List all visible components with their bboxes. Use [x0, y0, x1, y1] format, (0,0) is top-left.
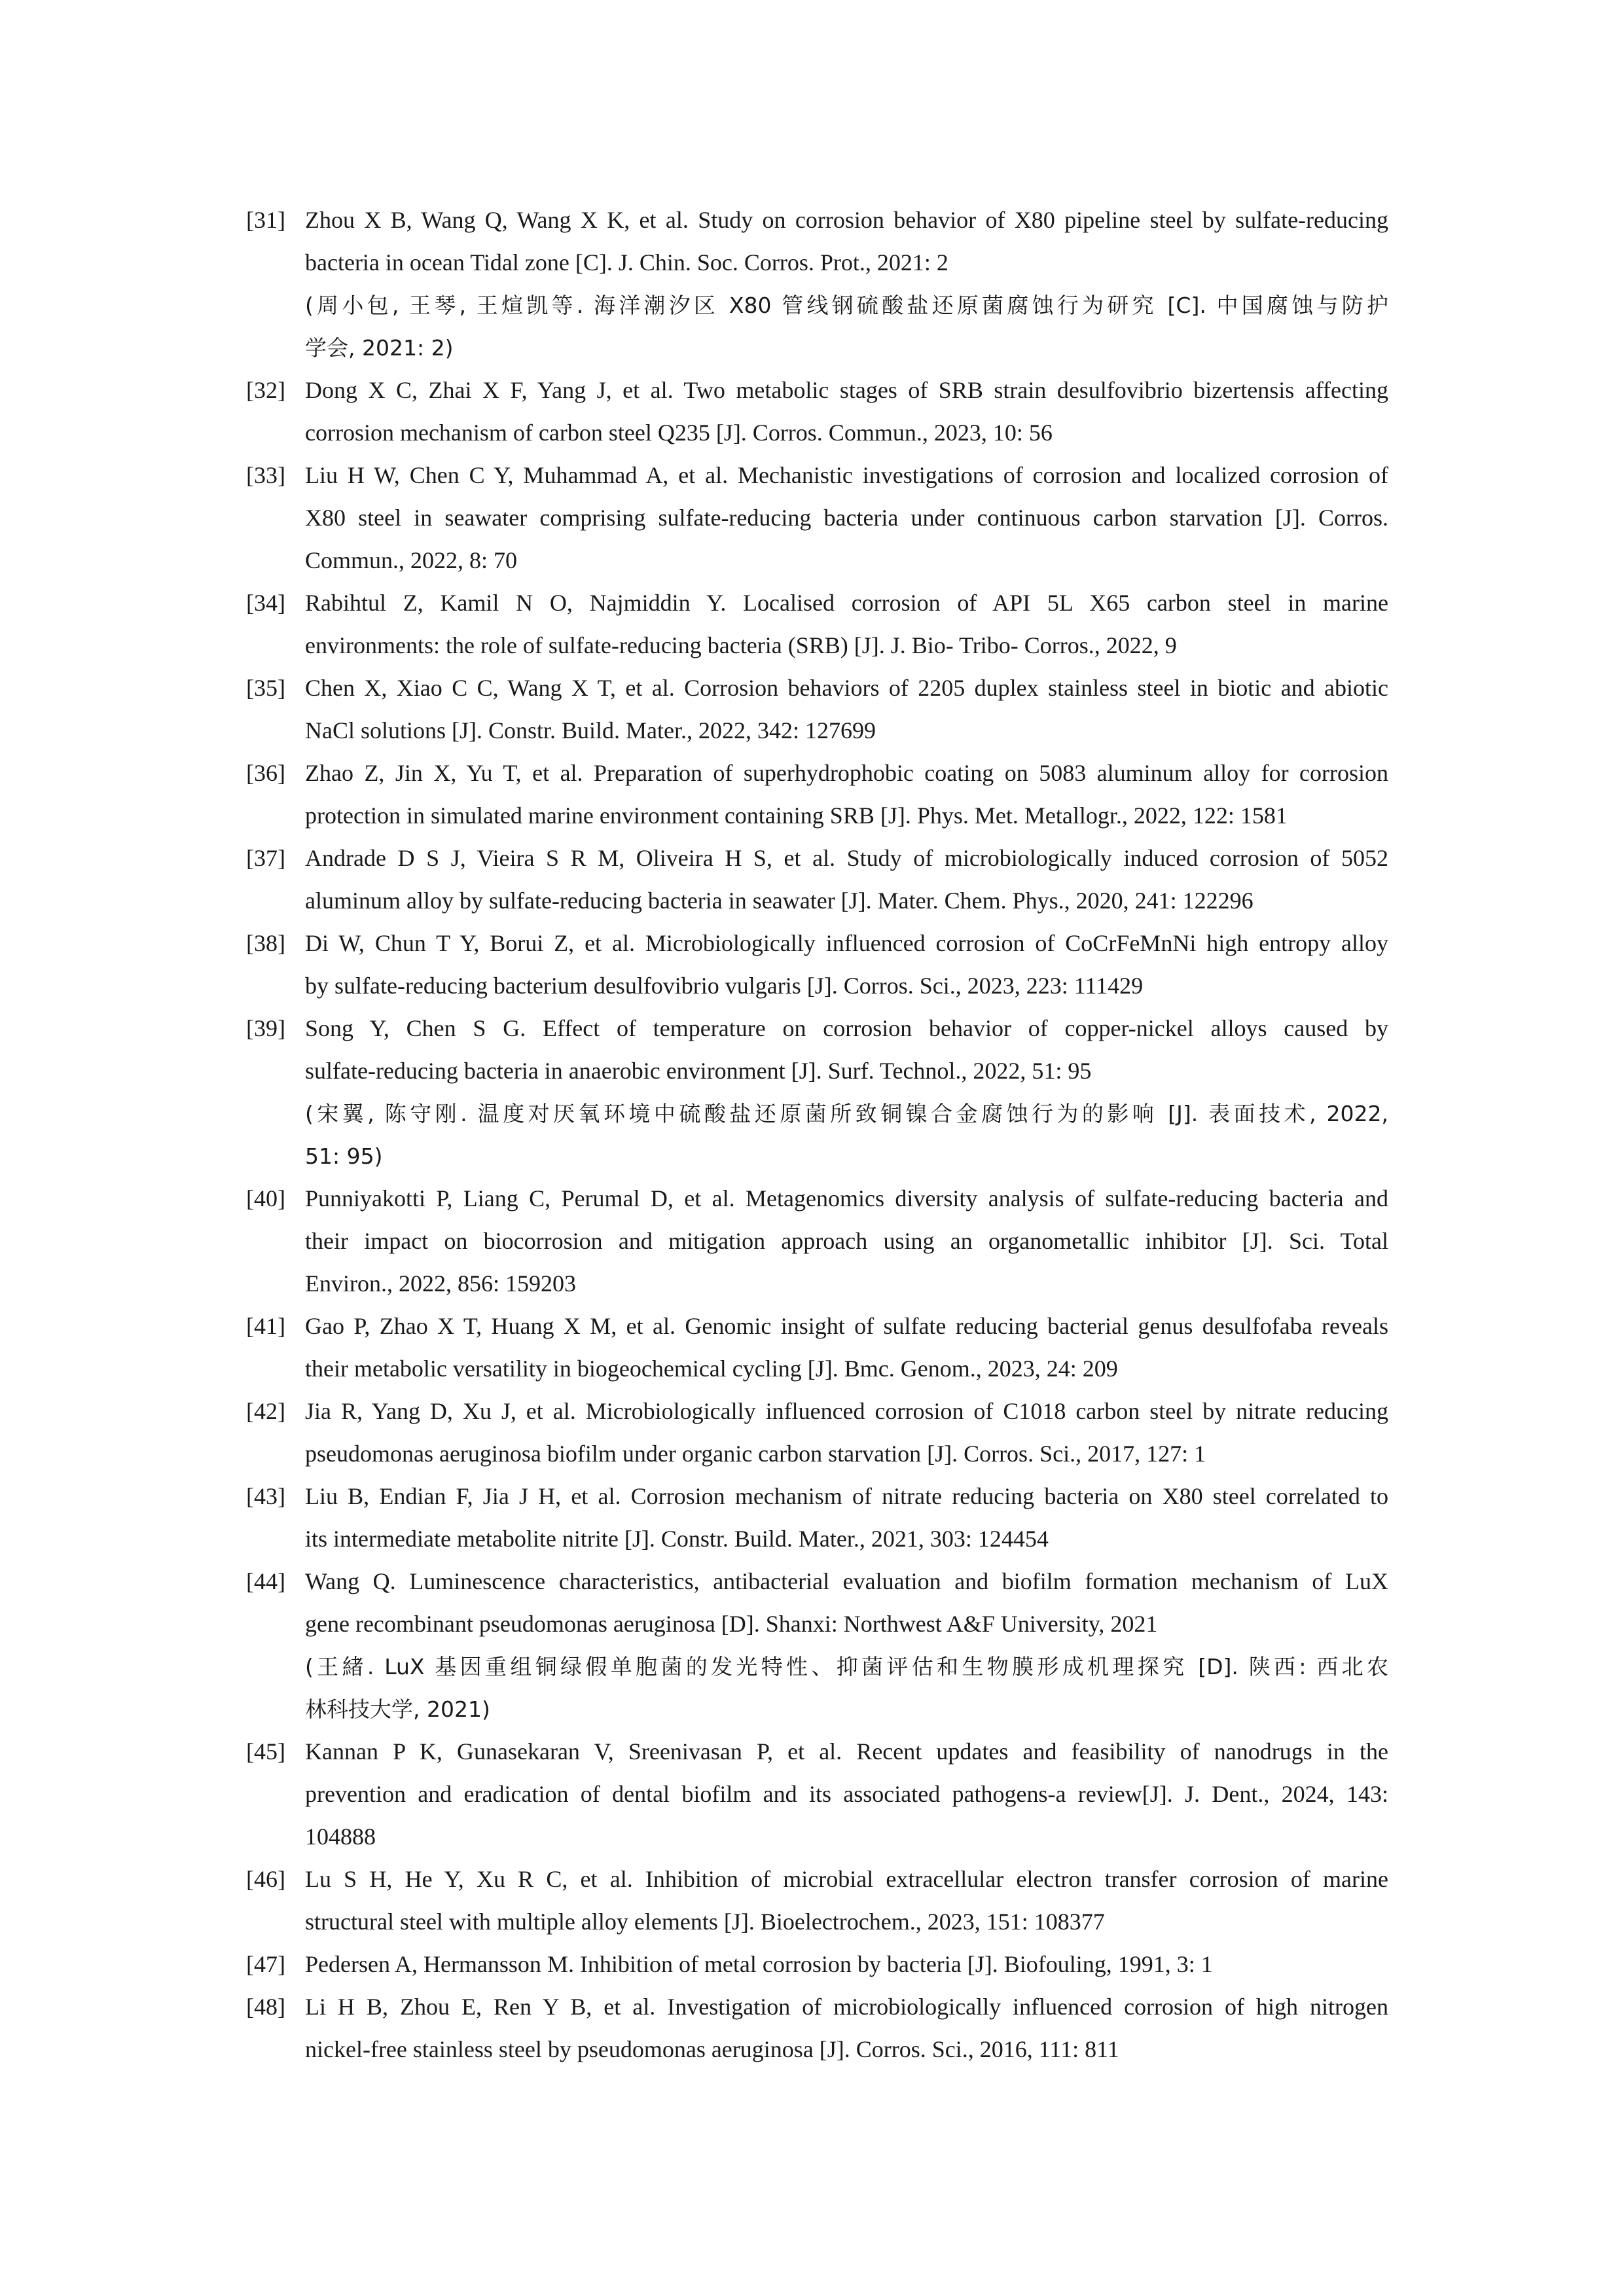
reference-item: [246, 1986, 1388, 2071]
reference-text-line: Liu H W, Chen C Y, Muhammad A, et al. Mechanistic investigations of corrosion and localized corrosion of: [305, 462, 1388, 488]
reference-text-line: Punniyakotti P, Liang C, Perumal D, et al. Metagenomics diversity analysis of sulfate-reducing bacteria and: [305, 1185, 1388, 1211]
reference-text-line: sulfate-reducing bacteria in anaerobic environment [J]. Surf. Technol., 2022, 51: 95: [305, 1058, 1092, 1084]
reference-item: [246, 667, 1388, 752]
reference-text-line: aluminum alloy by sulfate-reducing bacteria in seawater [J]. Mater. Chem. Phys., 2020, 241: 122296: [305, 888, 1254, 914]
reference-text-line: structural steel with multiple alloy elements [J]. Bioelectrochem., 2023, 151: 108377: [305, 1909, 1105, 1935]
reference-number: [46]: [246, 1866, 285, 1892]
reference-text-line: Dong X C, Zhai X F, Yang J, et al. Two metabolic stages of SRB strain desulfovibrio bizertensis affecting: [305, 377, 1388, 403]
reference-text-line: Song Y, Chen S G. Effect of temperature on corrosion behavior of copper-nickel alloys caused by: [305, 1015, 1388, 1041]
reference-number: [43]: [246, 1483, 285, 1509]
reference-number: [47]: [246, 1951, 285, 1977]
reference-text-line: Andrade D S J, Vieira S R M, Oliveira H S, et al. Study of microbiologically induced corrosion of 5052: [305, 845, 1388, 871]
reference-item: [246, 1390, 1388, 1475]
reference-number: [35]: [246, 675, 285, 701]
reference-text-line: Rabihtul Z, Kamil N O, Najmiddin Y. Localised corrosion of API 5L X65 carbon steel in marine: [305, 590, 1388, 616]
reference-text-line: 林科技大学, 2021): [305, 1696, 490, 1722]
reference-text-line: Gao P, Zhao X T, Huang X M, et al. Genomic insight of sulfate reducing bacterial genus desulfofaba reveals: [305, 1313, 1388, 1339]
reference-text-line: Liu B, Endian F, Jia J H, et al. Corrosion mechanism of nitrate reducing bacteria on X80 steel correlated to: [305, 1483, 1388, 1509]
reference-text-line: 51: 95): [305, 1143, 383, 1169]
reference-number: [39]: [246, 1015, 285, 1041]
reference-text-line: Kannan P K, Gunasekaran V, Sreenivasan P, et al. Recent updates and feasibility of nanodrugs in the: [305, 1738, 1388, 1765]
reference-text-line: by sulfate-reducing bacterium desulfovibrio vulgaris [J]. Corros. Sci., 2023, 223: 111429: [305, 973, 1144, 999]
reference-text-line: bacteria in ocean Tidal zone [C]. J. Chin. Soc. Corros. Prot., 2021: 2: [305, 249, 948, 276]
reference-number: [32]: [246, 377, 285, 403]
reference-text-line: Environ., 2022, 856: 159203: [305, 1270, 576, 1297]
reference-text-line: prevention and eradication of dental biofilm and its associated pathogens-a review[J]. J. Dent., 2024, 143:: [305, 1781, 1388, 1807]
reference-number: [44]: [246, 1568, 285, 1594]
reference-number: [42]: [246, 1398, 285, 1424]
reference-number: [38]: [246, 930, 285, 956]
reference-item: [246, 1858, 1388, 1943]
reference-text-line: protection in simulated marine environment containing SRB [J]. Phys. Met. Metallogr., 2022, 122: 1581: [305, 802, 1288, 829]
reference-item: [246, 752, 1388, 837]
reference-item: [246, 1943, 1388, 1986]
reference-text-line: 学会, 2021: 2): [305, 335, 454, 361]
reference-text-line: Commun., 2022, 8: 70: [305, 547, 518, 573]
reference-text-line: Zhao Z, Jin X, Yu T, et al. Preparation of superhydrophobic coating on 5083 aluminum alloy for corrosion: [305, 760, 1388, 786]
reference-text-line: Pedersen A, Hermansson M. Inhibition of metal corrosion by bacteria [J]. Biofouling, 1991, 3: 1: [305, 1951, 1213, 1977]
reference-item: [246, 1475, 1388, 1560]
reference-text-line: (周小包, 王琴, 王煊凯等. 海洋潮汐区 X80 管线钢硫酸盐还原菌腐蚀行为研究 [C]. 中国腐蚀与防护: [305, 293, 1388, 318]
reference-number: [37]: [246, 845, 285, 871]
reference-item: [246, 837, 1388, 922]
reference-item: [246, 1007, 1388, 1177]
reference-text-line: corrosion mechanism of carbon steel Q235 [J]. Corros. Commun., 2023, 10: 56: [305, 420, 1053, 446]
reference-text-line: NaCl solutions [J]. Constr. Build. Mater., 2022, 342: 127699: [305, 717, 876, 744]
reference-text-line: (王緒. LuX 基因重组铜绿假单胞菌的发光特性、抑菌评估和生物膜形成机理探究 [D]. 陕西: 西北农: [305, 1654, 1388, 1679]
reference-item: [246, 369, 1388, 454]
reference-item: [246, 1560, 1388, 1731]
reference-text-line: Wang Q. Luminescence characteristics, antibacterial evaluation and biofilm formation mechanism of LuX: [305, 1568, 1388, 1594]
reference-item: [246, 199, 1388, 369]
reference-text-line: Di W, Chun T Y, Borui Z, et al. Microbiologically influenced corrosion of CoCrFeMnNi high entropy alloy: [305, 930, 1388, 956]
reference-text-line: Zhou X B, Wang Q, Wang X K, et al. Study on corrosion behavior of X80 pipeline steel by sulfate-reducing: [305, 207, 1388, 233]
reference-number: [34]: [246, 590, 285, 616]
reference-item: [246, 1177, 1388, 1305]
reference-item: [246, 1731, 1388, 1858]
reference-text-line: their metabolic versatility in biogeochemical cycling [J]. Bmc. Genom., 2023, 24: 209: [305, 1355, 1118, 1382]
reference-item: [246, 582, 1388, 667]
reference-text-line: Lu S H, He Y, Xu R C, et al. Inhibition of microbial extracellular electron transfer corrosion of marine: [305, 1866, 1388, 1892]
reference-number: [36]: [246, 760, 285, 786]
reference-item: [246, 454, 1388, 582]
reference-text-line: Chen X, Xiao C C, Wang X T, et al. Corrosion behaviors of 2205 duplex stainless steel in biotic and abiotic: [305, 675, 1388, 701]
reference-text-line: Jia R, Yang D, Xu J, et al. Microbiologically influenced corrosion of C1018 carbon steel by nitrate reducing: [305, 1398, 1388, 1424]
reference-text-line: Li H B, Zhou E, Ren Y B, et al. Investigation of microbiologically influenced corrosion of high nitrogen: [305, 1994, 1388, 2020]
reference-text-line: their impact on biocorrosion and mitigation approach using an organometallic inhibitor [J]. Sci. Total: [305, 1228, 1388, 1254]
reference-text-line: gene recombinant pseudomonas aeruginosa [D]. Shanxi: Northwest A&F University, 2021: [305, 1611, 1158, 1637]
reference-text-line: pseudomonas aeruginosa biofilm under organic carbon starvation [J]. Corros. Sci., 2017, 127: 1: [305, 1441, 1206, 1467]
reference-number: [33]: [246, 462, 285, 488]
reference-number: [48]: [246, 1994, 285, 2020]
reference-text-line: X80 steel in seawater comprising sulfate-reducing bacteria under continuous carbon starvation [J]. Corros.: [305, 505, 1388, 531]
reference-text-line: environments: the role of sulfate-reducing bacteria (SRB) [J]. J. Bio- Tribo- Corros., 2022, 9: [305, 632, 1177, 658]
reference-number: [31]: [246, 207, 285, 233]
reference-list: [246, 199, 1388, 2071]
reference-item: [246, 922, 1388, 1007]
reference-number: [45]: [246, 1738, 285, 1765]
reference-text-line: nickel-free stainless steel by pseudomonas aeruginosa [J]. Corros. Sci., 2016, 111: 811: [305, 2036, 1119, 2062]
reference-text-line: (宋翼, 陈守刚. 温度对厌氧环境中硫酸盐还原菌所致铜镍合金腐蚀行为的影响 [J]. 表面技术, 2022,: [305, 1101, 1388, 1126]
reference-item: [246, 1305, 1388, 1390]
reference-text-line: its intermediate metabolite nitrite [J]. Constr. Build. Mater., 2021, 303: 124454: [305, 1526, 1049, 1552]
reference-text-line: 104888: [305, 1823, 376, 1850]
reference-number: [41]: [246, 1313, 285, 1339]
reference-number: [40]: [246, 1185, 285, 1211]
